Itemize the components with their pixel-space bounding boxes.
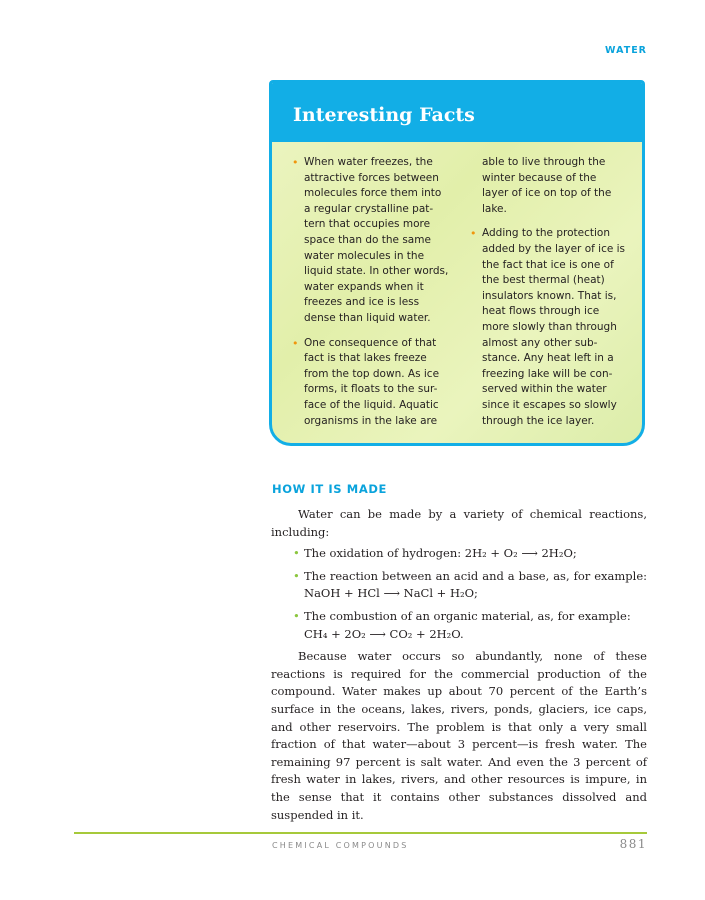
reaction-text: The oxidation of hydrogen: 2H₂ + O₂ ⟶ 2H₂O; bbox=[304, 546, 577, 561]
intro-paragraph: Water can be made by a variety of chemical reactions, including: bbox=[271, 507, 647, 539]
section-heading: HOW IT IS MADE bbox=[272, 482, 387, 496]
fact-text: When water freezes, the attractive forces between molecules force them into a regular crystalline pat- tern that occupies more space than do the same water molecules in the liquid state. In other words, water expands when it freezes and ice is less dense than liquid water. bbox=[304, 156, 449, 324]
page-number: 881 bbox=[619, 837, 647, 851]
facts-column-right bbox=[468, 155, 626, 438]
box-title: Interesting Facts bbox=[293, 104, 475, 126]
fact-item bbox=[290, 155, 450, 327]
facts-column-left bbox=[290, 155, 450, 438]
fact-text: One consequence of that fact is that lakes freeze from the top down. As ice forms, it floats to the sur- face of the liquid. Aquatic organisms in the lake are bbox=[304, 336, 440, 427]
fact-item bbox=[290, 336, 450, 430]
fact-text: Adding to the protection added by the layer of ice is the fact that ice is one of the best thermal (heat) insulators known. That is, heat flows through ice more slowly than through almost any other sub- stance. Any heat left in a freezing lake will be con- served within the water since it escapes so slowly through the ice layer. bbox=[482, 227, 626, 427]
reaction-text: The reaction between an acid and a base, as, for example: NaOH + HCl ⟶ NaCl + H₂O; bbox=[304, 568, 647, 601]
body-text bbox=[271, 506, 647, 824]
fact-item bbox=[468, 226, 626, 429]
list-item bbox=[271, 608, 647, 643]
list-item bbox=[271, 545, 647, 563]
fact-continuation: able to live through the winter because of the layer of ice on top of the lake. bbox=[482, 156, 612, 215]
bullet-icon: • bbox=[470, 227, 477, 241]
bullet-icon: • bbox=[292, 336, 299, 350]
reaction-text: The combustion of an organic material, as, for example: bbox=[304, 608, 631, 623]
bullet-icon: • bbox=[292, 156, 299, 169]
running-head: WATER bbox=[605, 45, 647, 56]
bullet-icon: • bbox=[293, 546, 300, 561]
list-item bbox=[271, 568, 647, 603]
body-paragraph: Because water occurs so abundantly, none of these reactions is required for the commercial production of the compound. Water makes up about 70 percent of the Earth’s surface in the oceans, lakes, rivers, ponds, glaciers, ice caps, and other reservoirs. The problem is that only a very small fraction of that water—about 3 percent—is fresh water. The remaining 97 percent is salt water. And even the 3 percent of fresh water in lakes, rivers, and other resources is impure, in the sense that it contains other substances dissolved and suspended in it. bbox=[271, 649, 647, 822]
reaction-list bbox=[271, 545, 647, 643]
bullet-icon: • bbox=[293, 608, 300, 623]
footer-label: CHEMICAL COMPOUNDS bbox=[272, 841, 409, 850]
reaction-formula: CH₄ + 2O₂ ⟶ CO₂ + 2H₂O. bbox=[304, 626, 464, 641]
footer-rule bbox=[74, 832, 647, 834]
interesting-facts-box bbox=[269, 80, 645, 446]
bullet-icon: • bbox=[293, 568, 300, 583]
